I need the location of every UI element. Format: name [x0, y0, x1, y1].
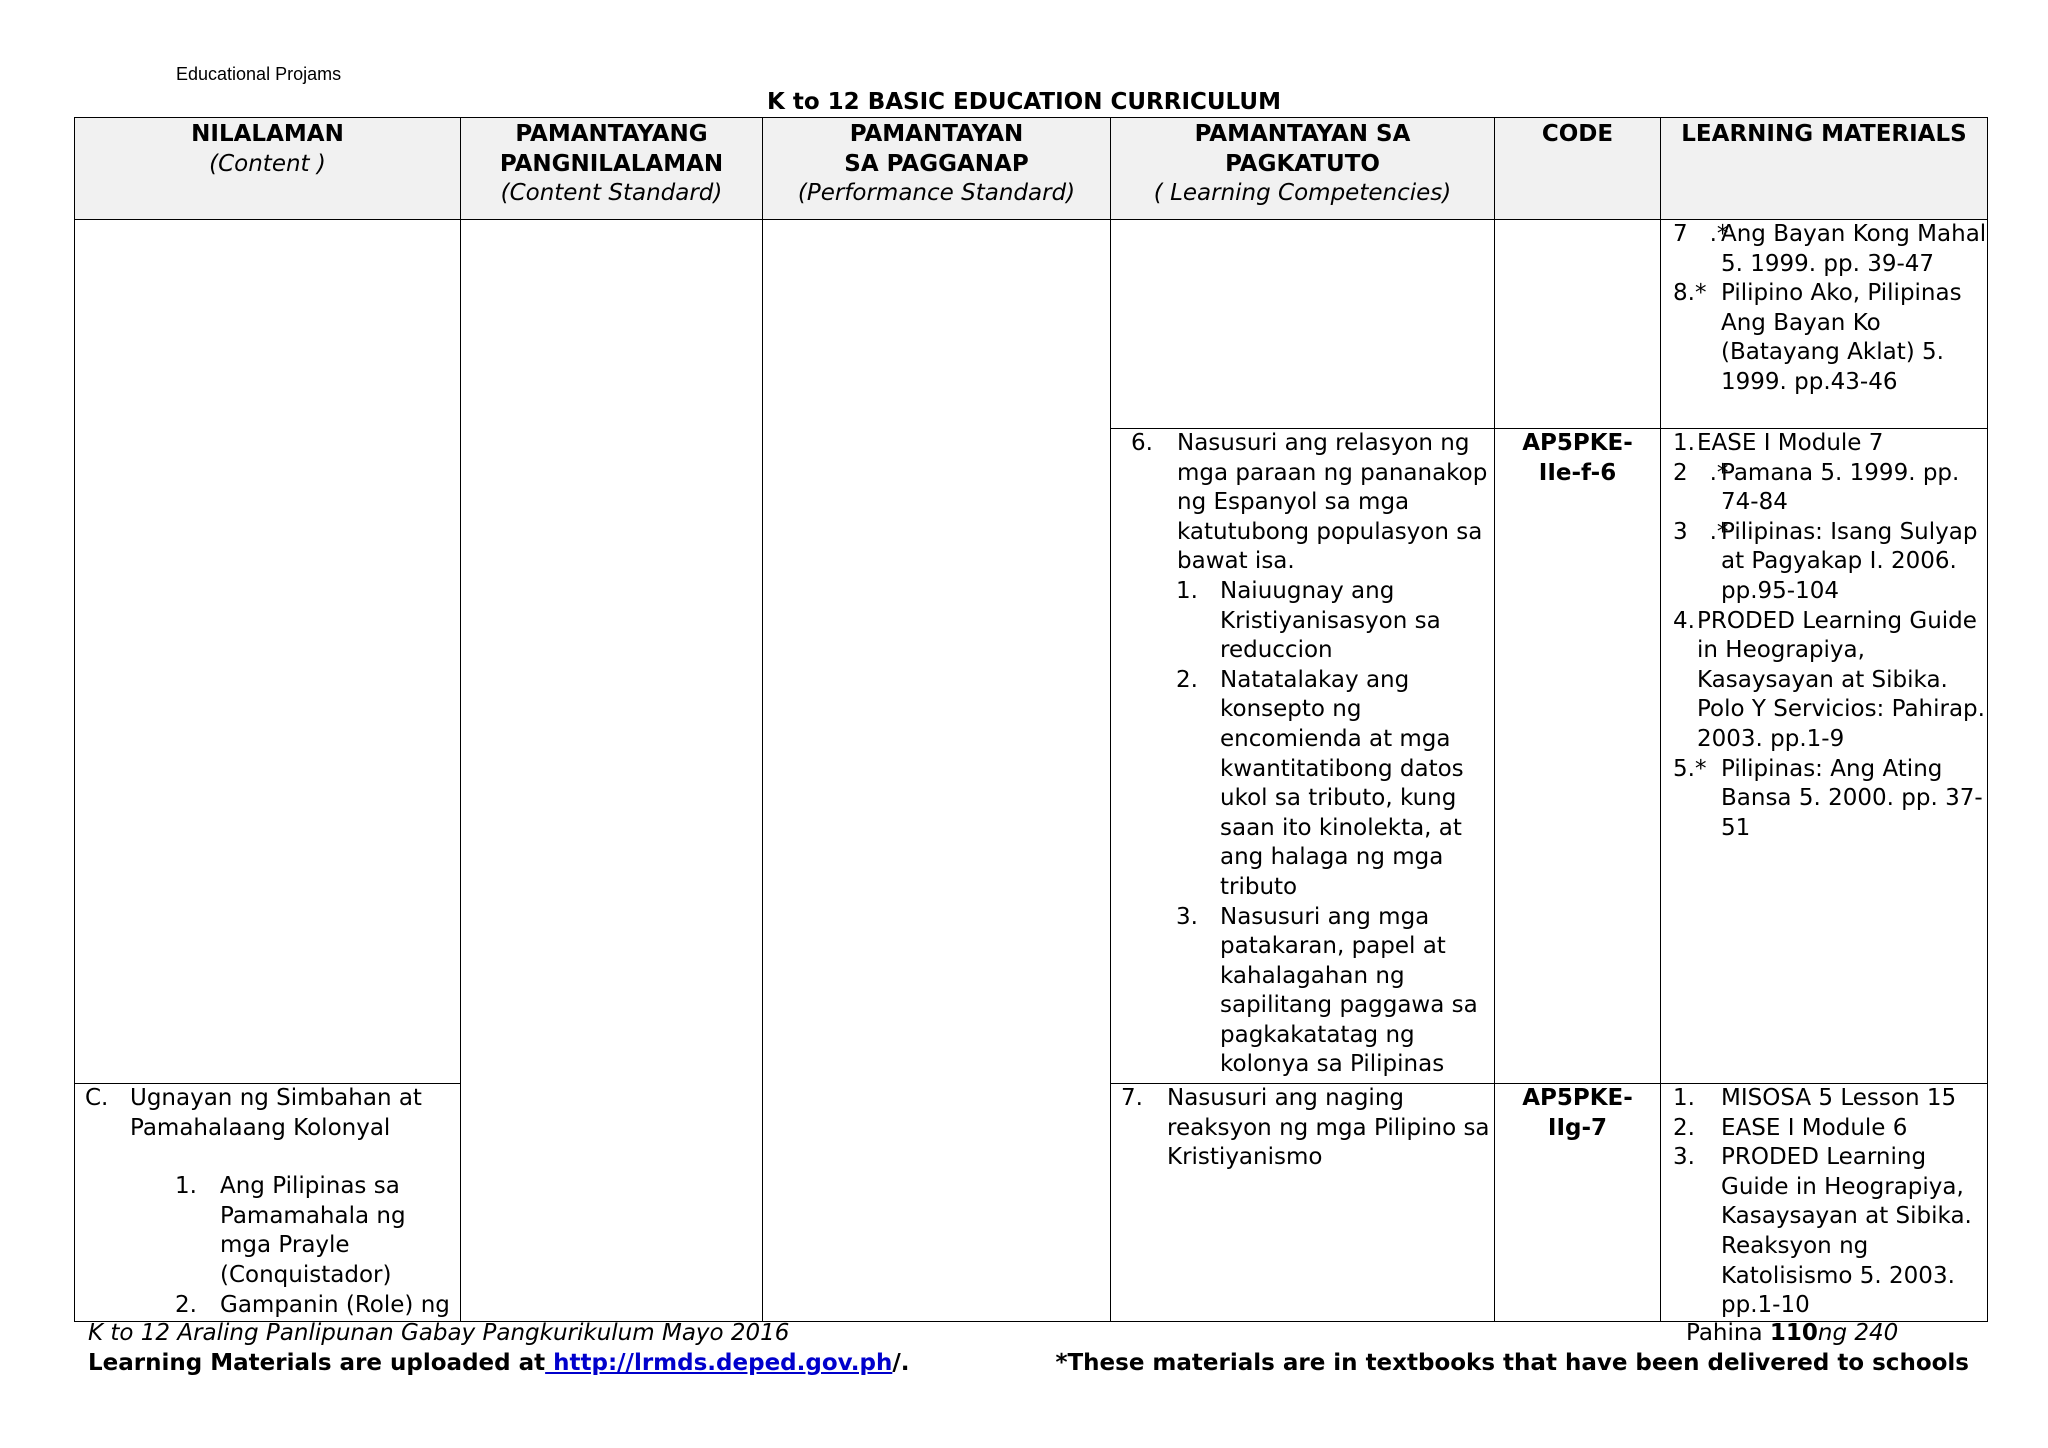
code-cell	[1495, 1084, 1661, 1322]
list-text: Nasusuri ang mga patakaran, papel at kahalagahan ng sapilitang paggawa sa pagkakatatag ng kolonya sa Pilipinas	[1220, 903, 1478, 1078]
list-item	[1673, 459, 1987, 518]
header-performance-line2: SA PAGGANAP	[844, 150, 1029, 177]
list-number: 2.	[1176, 666, 1198, 693]
header-learning-materials	[1661, 118, 1988, 220]
list-number: 3 .*	[1673, 518, 1729, 545]
footer-textbook-note: *These materials are in textbooks that have been delivered to schools	[1055, 1350, 1969, 1376]
list-number: 7 .*	[1673, 221, 1729, 247]
list-item	[1673, 1114, 1987, 1144]
page-suffix: ng 240	[1817, 1320, 1899, 1346]
materials-cell	[1661, 1084, 1988, 1322]
content-cell	[75, 220, 461, 1084]
list-item	[1673, 607, 1987, 755]
header-learning-competencies	[1111, 118, 1495, 220]
list-number: 1.	[1176, 577, 1198, 604]
watermark-text: Educational Projams	[176, 64, 342, 84]
competency-cell	[1111, 429, 1495, 1084]
page-num: 110	[1769, 1320, 1818, 1346]
list-item	[1673, 220, 1987, 279]
code-value: AP5PKE-IIe-f-6	[1522, 430, 1633, 486]
list-item	[1673, 1143, 1987, 1321]
list-text: Ang Bayan Kong Mahal 5. 1999. pp. 39-47	[1721, 221, 1987, 277]
header-competencies-line1: PAMANTAYAN SA	[1194, 121, 1411, 147]
header-content-standard	[461, 118, 763, 220]
header-content	[75, 118, 461, 220]
code-cell	[1495, 220, 1661, 429]
competency-number: 7.	[1121, 1085, 1143, 1111]
header-competencies-sub: ( Learning Competencies)	[1153, 180, 1452, 207]
list-item	[1673, 755, 1987, 844]
list-item	[1673, 279, 1987, 397]
list-text: Natatalakay ang konsepto ng encomienda at mga kwantitatibong datos ukol sa tributo, kung saan ito kinolekta, at ang halaga ng mga tributo	[1220, 666, 1464, 900]
list-item	[1673, 1084, 1987, 1114]
list-number: 4.	[1673, 607, 1695, 634]
code-cell	[1495, 429, 1661, 1084]
list-text: Pilipinas: Isang Sulyap at Pagyakap I. 2006. pp.95-104	[1721, 518, 1978, 604]
list-text: Ang Pilipinas sa Pamamahala ng mga Prayle (Conquistador)	[220, 1173, 406, 1288]
competency-number: 6.	[1131, 430, 1153, 456]
materials-cell	[1661, 220, 1988, 429]
list-text: Naiuugnay ang Kristiyanisasyon sa reduccion	[1220, 577, 1441, 664]
upload-suffix: /.	[892, 1350, 910, 1376]
list-number: 1.	[1673, 1085, 1695, 1111]
list-item	[1176, 666, 1494, 903]
header-content-standard-line1: PAMANTAYANG	[515, 121, 708, 147]
materials-cell	[1661, 429, 1988, 1084]
list-text: Pilipinas: Ang Ating Bansa 5. 2000. pp. 37-51	[1721, 755, 1983, 841]
code-value: AP5PKE-IIg-7	[1522, 1085, 1633, 1141]
header-content-standard-sub: (Content Standard)	[500, 180, 723, 207]
header-performance-standard	[763, 118, 1111, 220]
list-text: EASE I Module 7	[1697, 430, 1884, 456]
header-performance-sub: (Performance Standard)	[797, 180, 1076, 207]
header-content-title: NILALAMAN	[191, 121, 344, 147]
list-number: 5.*	[1673, 755, 1707, 782]
curriculum-table	[74, 117, 1988, 1322]
competency-text: Nasusuri ang relasyon ng mga paraan ng pananakop ng Espanyol sa mga katutubong populasyon sa bawat isa.	[1177, 430, 1488, 575]
lrmds-link[interactable]: http://lrmds.deped.gov.ph	[545, 1350, 893, 1376]
competency-cell	[1111, 220, 1495, 429]
content-cell	[75, 1084, 461, 1322]
list-text: MISOSA 5 Lesson 15	[1721, 1085, 1957, 1111]
list-item	[175, 1172, 460, 1290]
document-title: K to 12 BASIC EDUCATION CURRICULUM	[767, 89, 1281, 115]
competency-cell	[1111, 1084, 1495, 1322]
list-number: 3.	[1673, 1144, 1695, 1171]
page-prefix: Pahina	[1686, 1320, 1770, 1346]
competency-item	[1131, 429, 1494, 577]
footer-curriculum-guide: K to 12 Araling Panlipunan Gabay Pangkurikulum Mayo 2016	[88, 1320, 790, 1346]
section-title: Ugnayan ng Simbahan at Pamahalaang Kolonyal	[130, 1085, 422, 1141]
header-performance-line1: PAMANTAYAN	[849, 121, 1024, 147]
upload-prefix: Learning Materials are uploaded at	[88, 1350, 546, 1376]
list-number: 3.	[1176, 903, 1198, 930]
list-item	[1176, 577, 1494, 666]
section-letter: C.	[85, 1085, 109, 1111]
header-content-sub: (Content )	[209, 150, 326, 177]
header-code-title: CODE	[1541, 121, 1614, 147]
list-number: 1.	[175, 1173, 197, 1200]
page-number	[1686, 1320, 1898, 1346]
content-sub-list	[85, 1172, 460, 1320]
list-number: 8.*	[1673, 280, 1707, 307]
table-row	[75, 220, 1988, 429]
header-materials-title: LEARNING MATERIALS	[1681, 121, 1967, 147]
competency-text: Nasusuri ang naging reaksyon ng mga Pilipino sa Kristiyanismo	[1167, 1085, 1490, 1171]
header-code	[1495, 118, 1661, 220]
list-item	[1673, 429, 1987, 459]
sub-competency-list	[1131, 577, 1494, 1080]
performance-standard-cell	[763, 220, 1111, 1322]
header-content-standard-line2: PANGNILALAMAN	[499, 150, 724, 177]
content-standard-cell	[461, 220, 763, 1322]
list-item	[1673, 518, 1987, 607]
list-text: Pilipino Ako, Pilipinas Ang Bayan Ko (Batayang Aklat) 5. 1999. pp.43-46	[1721, 280, 1962, 395]
header-row	[75, 118, 1988, 220]
list-text: Gampanin (Role) ng	[220, 1291, 450, 1318]
list-number: 2 .*	[1673, 459, 1729, 486]
list-text: Pamana 5. 1999. pp. 74-84	[1721, 459, 1960, 516]
list-item	[1176, 903, 1494, 1081]
list-number: 2.	[175, 1291, 197, 1318]
competency-item	[1121, 1084, 1494, 1173]
list-text: PRODED Learning Guide in Heograpiya, Kasaysayan at Sibika. Polo Y Servicios: Pahirap. 2003. pp.1-9	[1697, 607, 1985, 752]
list-item	[175, 1291, 460, 1321]
list-number: 2.	[1673, 1114, 1695, 1141]
list-text: EASE I Module 6	[1721, 1114, 1908, 1141]
footer-upload-note	[88, 1350, 909, 1376]
list-text: PRODED Learning Guide in Heograpiya, Kasaysayan at Sibika. Reaksyon ng Katolisismo 5. 2003. pp.1-10	[1721, 1144, 1972, 1319]
content-section	[85, 1084, 460, 1143]
header-competencies-line2: PAGKATUTO	[1225, 150, 1380, 177]
list-number: 1.	[1673, 430, 1695, 456]
